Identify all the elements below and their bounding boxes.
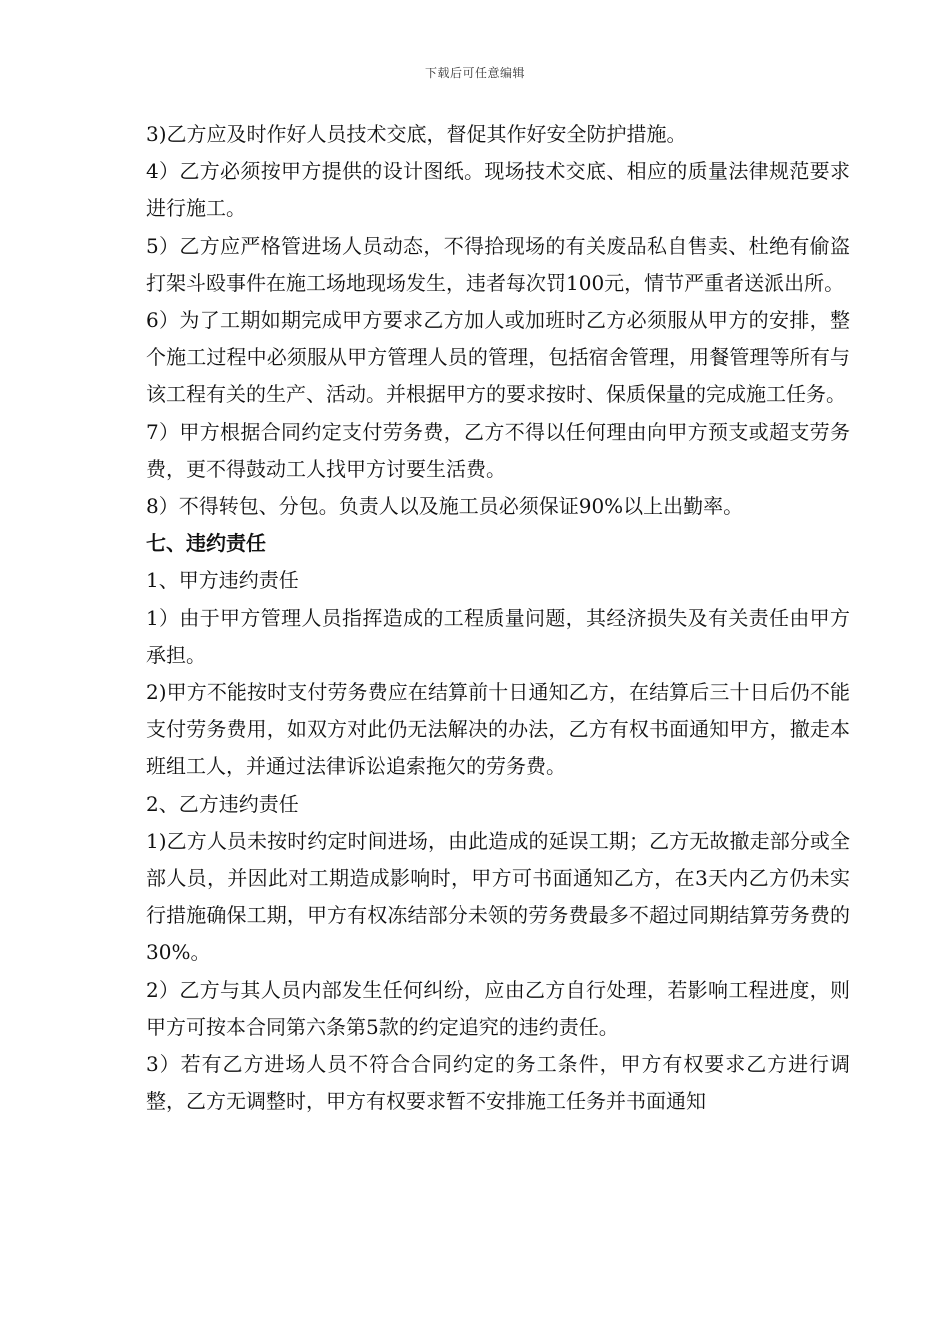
party-b-clause-3: 3）若有乙方进场人员不符合合同约定的务工条件，甲方有权要求乙方进行调整，乙方无调整时，甲方有权要求暂不安排施工任务并书面通知 <box>146 1052 850 1114</box>
section-heading-breach-liability: 七、违约责任 <box>146 531 266 556</box>
page-header: 下载后可任意编辑 <box>424 66 525 80</box>
clause-7: 7）甲方根据合同约定支付劳务费，乙方不得以任何理由向甲方预支或超支劳务费，更不得鼓动工人找甲方讨要生活费。 <box>146 419 850 481</box>
clause-8: 8）不得转包、分包。负责人以及施工员必须保证90%以上出勤率。 <box>146 494 744 519</box>
party-a-clause-1: 1）由于甲方管理人员指挥造成的工程质量问题，其经济损失及有关责任由甲方承担。 <box>146 605 850 667</box>
subsection-party-b: 2、乙方违约责任 <box>146 791 299 816</box>
subsection-party-a: 1、甲方违约责任 <box>146 568 299 593</box>
clause-3: 3)乙方应及时作好人员技术交底，督促其作好安全防护措施。 <box>146 122 687 146</box>
party-a-clause-2: 2)甲方不能按时支付劳务费应在结算前十日通知乙方，在结算后三十日后仍不能支付劳务费用，如双方对此仍无法解决的办法，乙方有权书面通知甲方，撤走本班组工人，并通过法律诉讼追索拖欠的劳务费。 <box>146 680 850 779</box>
clause-5: 5）乙方应严格管进场人员动态，不得拾现场的有关废品私自售卖、杜绝有偷盗打架斗殴事件在施工场地现场发生，违者每次罚100元，情节严重者送派出所。 <box>146 233 850 295</box>
party-b-clause-2: 2）乙方与其人员内部发生任何纠纷，应由乙方自行处理，若影响工程进度，则甲方可按本合同第六条第5款的约定追究的违约责任。 <box>146 977 850 1039</box>
clause-6: 6）为了工期如期完成甲方要求乙方加人或加班时乙方必须服从甲方的安排，整个施工过程中必须服从甲方管理人员的管理，包括宿舍管理，用餐管理等所有与该工程有关的生产、活动。并根据甲方的要求按时、保质保量的完成施工任务。 <box>146 308 850 407</box>
document-body <box>146 116 850 1120</box>
clause-4: 4）乙方必须按甲方提供的设计图纸。现场技术交底、相应的质量法律规范要求进行施工。 <box>146 159 850 221</box>
party-b-clause-1: 1)乙方人员未按时约定时间进场，由此造成的延误工期；乙方无故撤走部分或全部人员，并因此对工期造成影响时，甲方可书面通知乙方，在3天内乙方仍未实行措施确保工期，甲方有权冻结部分未领的劳务费最多不超过同期结算劳务费的30%。 <box>146 828 850 965</box>
